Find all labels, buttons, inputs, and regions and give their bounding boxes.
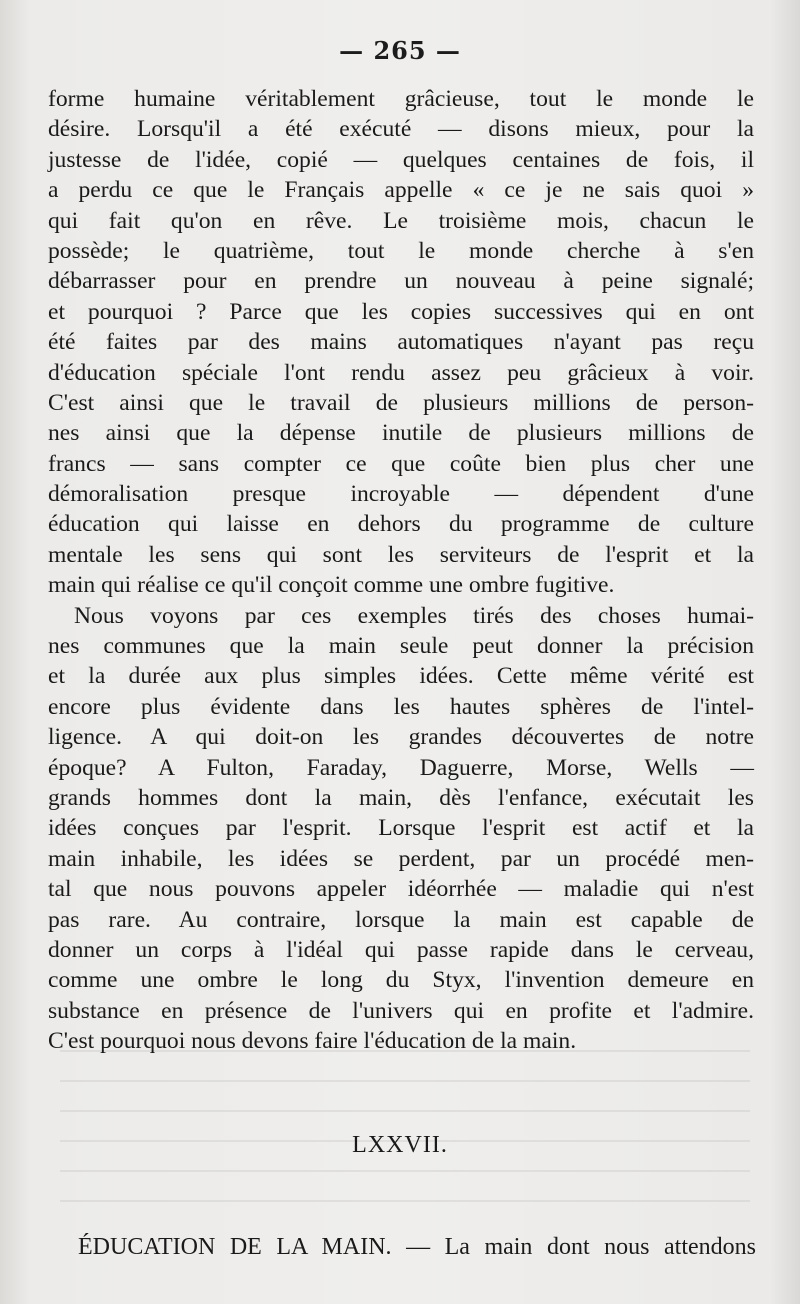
text-line: qui fait qu'on en rêve. Le troisième mois, chacun le (48, 207, 754, 234)
chapter-number: LXXVII. (352, 1132, 448, 1158)
text-line: a perdu ce que le Français appelle « ce je ne sais quoi » (48, 177, 754, 204)
text-line: donner un corps à l'idéal qui passe rapide dans le cerveau, (48, 936, 754, 963)
text-line: pas rare. Au contraire, lorsque la main est capable de (48, 906, 754, 933)
text-line: main inhabile, les idées se perdent, par un procédé men- (48, 845, 754, 872)
text-line: grands hommes dont la main, dès l'enfance, exécutait les (48, 784, 754, 811)
text-line: tal que nous pouvons appeler idéorrhée — maladie qui n'est (48, 876, 754, 903)
text-line: francs — sans compter ce que coûte bien plus cher une (48, 450, 754, 477)
text-line: et pourquoi ? Parce que les copies successives qui en ont (48, 298, 754, 325)
chapter-heading: ÉDUCATION DE LA MAIN. — La main dont nous attendons (78, 1234, 756, 1260)
text-line: et la durée aux plus simples idées. Cette même vérité est (48, 663, 754, 690)
text-line: idées conçues par l'esprit. Lorsque l'esprit est actif et la (48, 815, 754, 842)
text-line: éducation qui laisse en dehors du programme de culture (48, 511, 754, 538)
text-line: encore plus évidente dans les hautes sphères de l'intel- (48, 693, 754, 720)
text-line: démoralisation presque incroyable — dépendent d'une (48, 481, 754, 508)
bleed-through-texture (60, 1030, 750, 1230)
text-line: nes ainsi que la dépense inutile de plusieurs millions de (48, 420, 754, 447)
text-line: époque? A Fulton, Faraday, Daguerre, Morse, Wells — (48, 754, 754, 781)
text-line: forme humaine véritablement grâcieuse, tout le monde le (48, 86, 754, 112)
text-line: d'éducation spéciale l'ont rendu assez peu grâcieux à voir. (48, 359, 754, 386)
text-line: débarrasser pour en prendre un nouveau à peine signalé; (48, 268, 754, 295)
text-line: comme une ombre le long du Styx, l'invention demeure en (48, 967, 754, 994)
text-line: justesse de l'idée, copié — quelques centaines de fois, il (48, 146, 754, 173)
paragraph-end-line: main qui réalise ce qu'il conçoit comme une ombre fugitive. (48, 572, 615, 599)
text-line: nes communes que la main seule peut donner la précision (48, 633, 754, 660)
text-line: été faites par des mains automatiques n'ayant pas reçu (48, 329, 754, 356)
text-line: ligence. A qui doit-on les grandes découvertes de notre (48, 724, 754, 751)
text-line: mentale les sens qui sont les serviteurs de l'esprit et la (48, 541, 754, 568)
paragraph-end-line: C'est pourquoi nous devons faire l'éducation de la main. (48, 1028, 577, 1055)
paragraph-start-line: Nous voyons par ces exemples tirés des choses humai- (74, 602, 754, 629)
text-line: désire. Lorsqu'il a été exécuté — disons mieux, pour la (48, 116, 754, 143)
text-line: substance en présence de l'univers qui en profite et l'admire. (48, 997, 754, 1024)
text-line: C'est ainsi que le travail de plusieurs millions de person- (48, 389, 754, 416)
body-text (48, 84, 754, 1057)
page-number: — 265 — (339, 36, 461, 65)
text-line: possède; le quatrième, tout le monde cherche à s'en (48, 237, 754, 264)
